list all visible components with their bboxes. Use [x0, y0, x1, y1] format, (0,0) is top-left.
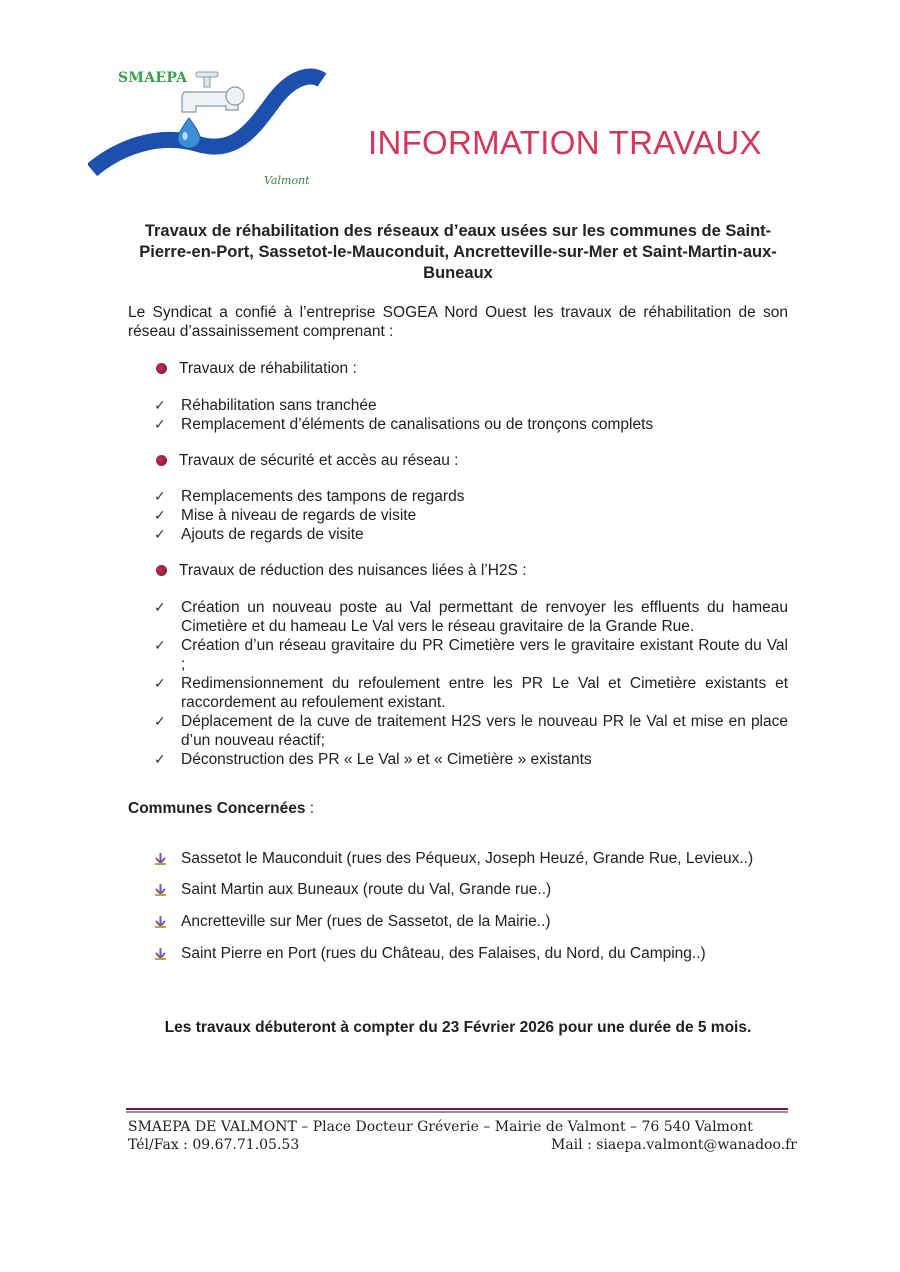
list-item	[154, 636, 788, 674]
list-item	[154, 415, 794, 434]
section-rehabilitation	[154, 359, 794, 378]
list-item-text: Déplacement de la cuve de traitement H2S vers le nouveau PR le Val et mise en place d’un nouveau réactif;	[181, 713, 788, 749]
section-heading	[154, 359, 794, 378]
commune-item	[154, 945, 706, 963]
list-item-text: Création un nouveau poste au Val permettant de renvoyer les effluents du hameau Cimetière et du hameau Le Val vers le réseau gravitaire de la Grande Rue.	[181, 599, 788, 635]
checkmark-icon: ✓	[154, 526, 166, 542]
footer-address: SMAEPA DE VALMONT – Place Docteur Gréverie – Mairie de Valmont – 76 540 Valmont	[128, 1119, 753, 1135]
arrow-down-icon	[154, 915, 167, 929]
list-item	[154, 506, 794, 525]
footer-mail: Mail : siaepa.valmont@wanadoo.fr	[551, 1137, 797, 1153]
list-item-text: Création d’un réseau gravitaire du PR Cimetière vers le gravitaire existant Route du Val ;	[181, 637, 788, 673]
checkmark-icon: ✓	[154, 599, 166, 615]
list-item-text: Mise à niveau de regards de visite	[181, 507, 417, 524]
checkmark-icon: ✓	[154, 713, 166, 729]
commune-item	[154, 913, 551, 931]
list-item-text: Remplacements des tampons de regards	[181, 488, 465, 505]
start-date-notice: Les travaux débuteront à compter du 23 Février 2026 pour une durée de 5 mois.	[164, 1019, 752, 1036]
footer-divider	[126, 1108, 788, 1114]
checkmark-icon: ✓	[154, 751, 166, 767]
list-item	[154, 674, 788, 712]
communes-heading-suffix: :	[305, 800, 315, 817]
section-heading-text: Travaux de sécurité et accès au réseau :	[179, 452, 459, 469]
intro-paragraph: Le Syndicat a confié à l’entreprise SOGEA Nord Ouest les travaux de réhabilitation de son réseau d’assainissement comprenant :	[128, 304, 788, 340]
list-item-text: Remplacement d’éléments de canalisations ou de tronçons complets	[181, 416, 654, 433]
section-heading-text: Travaux de réhabilitation :	[179, 360, 357, 377]
bullet-icon	[156, 363, 167, 374]
checkmark-icon: ✓	[154, 397, 166, 413]
section-securite-list	[154, 487, 794, 544]
commune-text: Saint Martin aux Buneaux (route du Val, Grande rue..)	[181, 881, 552, 898]
arrow-down-icon	[154, 947, 167, 961]
arrow-down-icon	[154, 852, 167, 866]
checkmark-icon: ✓	[154, 488, 166, 504]
communes-heading	[128, 800, 314, 818]
section-h2s-list	[154, 598, 788, 769]
section-heading-text: Travaux de réduction des nuisances liées à l’H2S :	[179, 562, 527, 579]
bullet-icon	[156, 565, 167, 576]
list-item	[154, 487, 794, 506]
section-rehabilitation-list	[154, 396, 794, 434]
arrow-down-icon	[154, 883, 167, 897]
checkmark-icon: ✓	[154, 507, 166, 523]
communes-heading-text: Communes Concernées	[128, 800, 306, 817]
list-item-text: Réhabilitation sans tranchée	[181, 397, 377, 414]
list-item-text: Déconstruction des PR « Le Val » et « Cimetière » existants	[181, 751, 592, 768]
section-heading	[154, 451, 794, 470]
section-heading	[154, 561, 794, 580]
commune-item	[154, 850, 753, 868]
org-name: SMAEPA	[118, 70, 188, 86]
bullet-icon	[156, 455, 167, 466]
list-item	[154, 396, 794, 415]
section-h2s	[154, 561, 794, 580]
list-item-text: Redimensionnement du refoulement entre les PR Le Val et Cimetière existants et raccordement au refoulement existant.	[181, 675, 788, 711]
checkmark-icon: ✓	[154, 675, 166, 691]
commune-text: Saint Pierre en Port (rues du Château, des Falaises, du Nord, du Camping..)	[181, 945, 706, 962]
section-securite	[154, 451, 794, 470]
list-item	[154, 525, 794, 544]
logo	[88, 62, 328, 192]
list-item-text: Ajouts de regards de visite	[181, 526, 364, 543]
checkmark-icon: ✓	[154, 637, 166, 653]
document-title: Travaux de réhabilitation des réseaux d’eaux usées sur les communes de Saint-Pierre-en-Port, Sassetot-le-Mauconduit, Ancretteville-sur-Mer et Saint-Martin-aux-Buneaux	[139, 222, 777, 282]
checkmark-icon: ✓	[154, 416, 166, 432]
list-item	[154, 598, 788, 636]
footer-phone: Tél/Fax : 09.67.71.05.53	[128, 1137, 300, 1153]
list-item	[154, 750, 788, 769]
org-town: Valmont	[264, 174, 310, 187]
banner-title: INFORMATION TRAVAUX	[368, 124, 762, 161]
commune-item	[154, 881, 551, 899]
list-item	[154, 712, 788, 750]
commune-text: Ancretteville sur Mer (rues de Sassetot, de la Mairie..)	[181, 913, 551, 930]
commune-text: Sassetot le Mauconduit (rues des Péqueux, Joseph Heuzé, Grande Rue, Levieux..)	[181, 850, 754, 867]
